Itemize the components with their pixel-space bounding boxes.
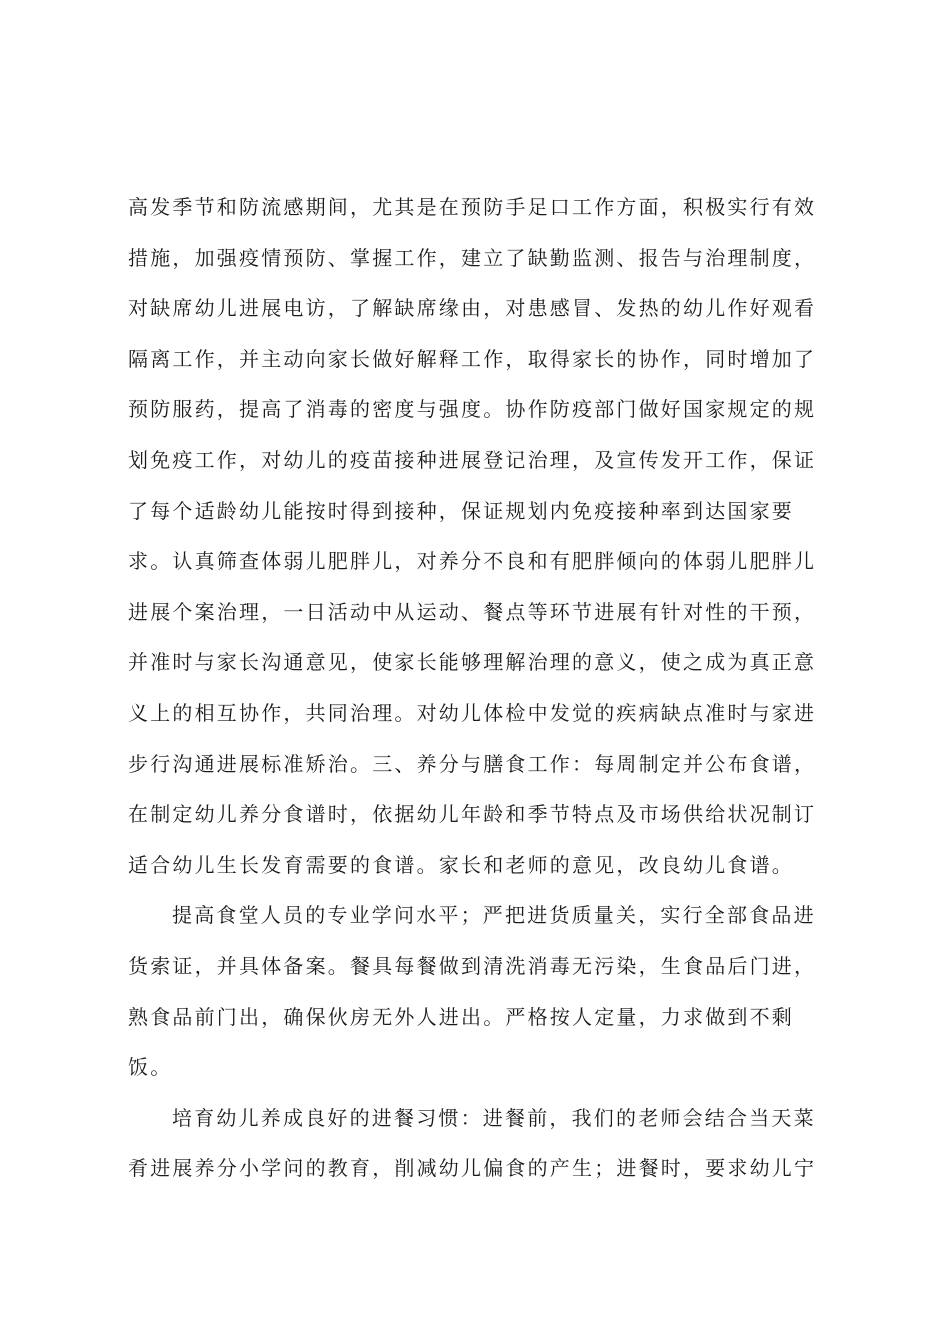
text-line: 了每个适龄幼儿能按时得到接种，保证规划内免疫接种率到达国家要 [128, 498, 794, 523]
text-line: 进展个案治理，一日活动中从运动、餐点等环节进展有针对性的干预， [128, 599, 817, 624]
text-line: 对缺席幼儿进展电访，了解缺席缘由，对患感冒、发热的幼儿作好观看 [128, 296, 817, 321]
text-line: 在制定幼儿养分食谱时，依据幼儿年龄和季节特点及市场供给状况制订 [128, 802, 817, 827]
text-line: 适合幼儿生长发育需要的食谱。家长和老师的意见，改良幼儿食谱。 [128, 852, 794, 877]
text-line: 预防服药，提高了消毒的密度与强度。协作防疫部门做好国家规定的规 [128, 397, 817, 422]
text-line: 高发季节和防流感期间，尤其是在预防手足口工作方面，积极实行有效 [128, 195, 817, 219]
text-line: 并准时与家长沟通意见，使家长能够理解治理的意义，使之成为真正意 [128, 650, 817, 675]
text-line: 义上的相互协作，共同治理。对幼儿体检中发觉的疾病缺点准时与家进 [128, 700, 817, 725]
text-line: 培育幼儿养成良好的进餐习惯：进餐前，我们的老师会结合当天菜 [172, 1105, 816, 1130]
text-line: 提高食堂人员的专业学问水平；严把进货质量关，实行全部食品进 [172, 903, 816, 928]
text-line: 步行沟通进展标准矫治。三、养分与膳食工作：每周制定并公布食谱， [128, 751, 817, 776]
text-line: 熟食品前门出，确保伙房无外人进出。严格按人定量，力求做到不剩 [128, 1004, 794, 1029]
document-body [128, 182, 838, 1194]
paragraph-canteen-staff [128, 890, 838, 1092]
paragraph-health-care [128, 182, 838, 890]
text-line: 肴进展养分小学问的教育，削减幼儿偏食的产生；进餐时，要求幼儿宁 [128, 1156, 817, 1181]
text-line: 饭。 [128, 1055, 173, 1080]
text-line: 措施，加强疫情预防、掌握工作，建立了缺勤监测、报告与治理制度， [128, 245, 817, 270]
paragraph-eating-habits [128, 1093, 838, 1194]
text-line: 隔离工作，并主动向家长做好解释工作，取得家长的协作，同时增加了 [128, 346, 817, 371]
text-line: 货索证，并具体备案。餐具每餐做到清洗消毒无污染，生食品后门进， [128, 953, 817, 978]
text-line: 划免疫工作，对幼儿的疫苗接种进展登记治理，及宣传发开工作，保证 [128, 447, 817, 472]
text-line: 求。认真筛查体弱儿肥胖儿，对养分不良和有肥胖倾向的体弱儿肥胖儿 [128, 549, 817, 574]
